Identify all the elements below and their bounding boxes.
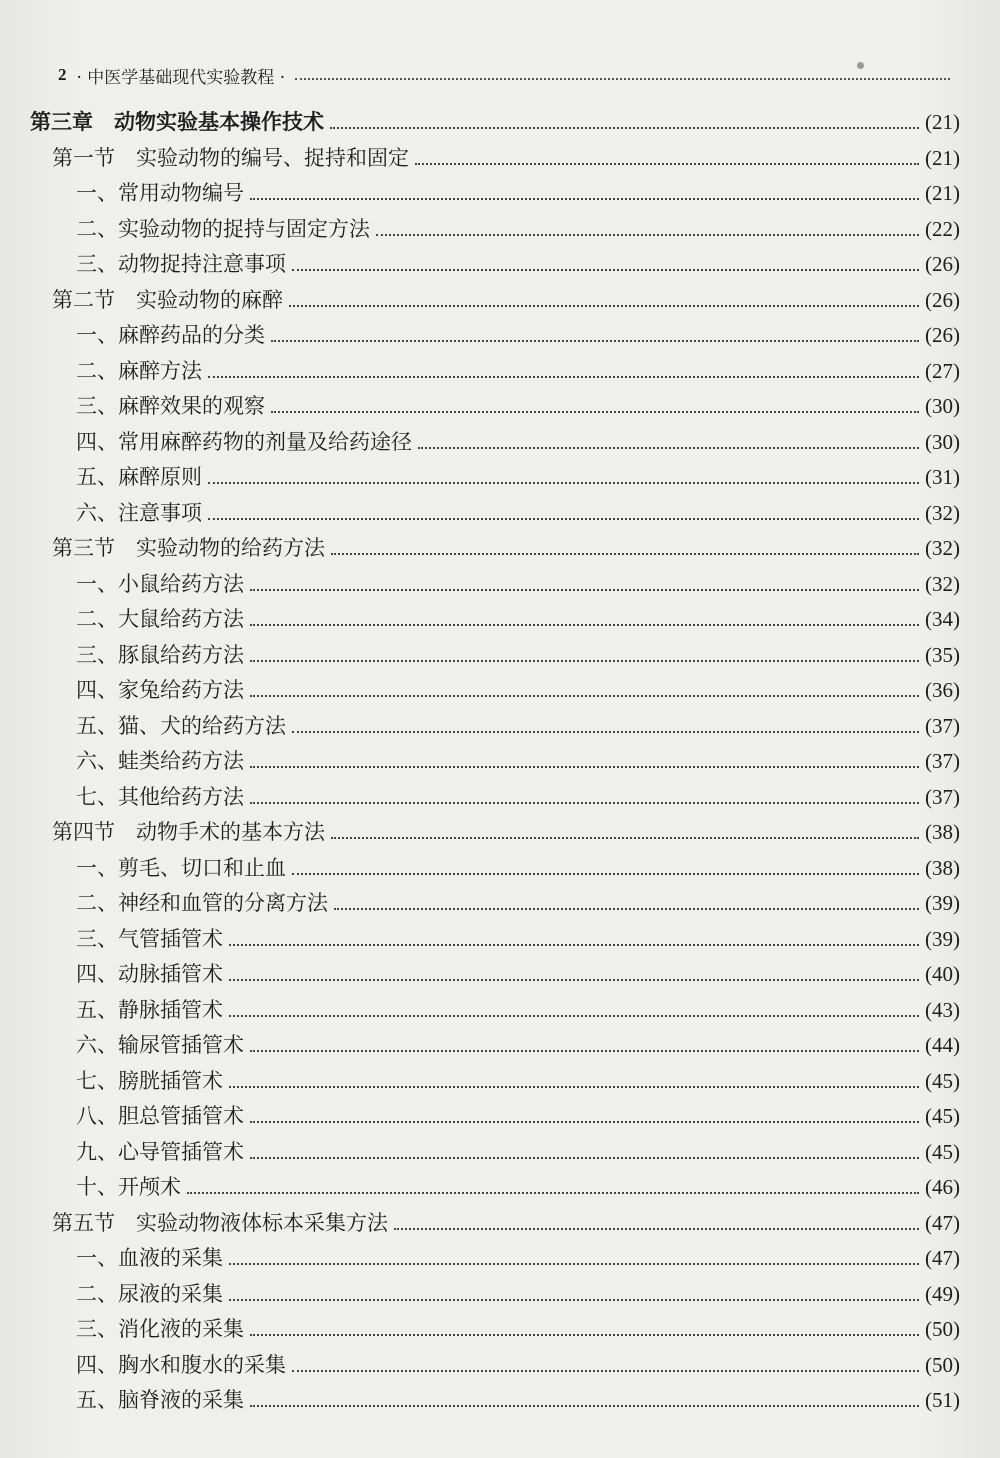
toc-entry-label: 三、动物捉持注意事项 — [76, 252, 286, 276]
toc-entry-label: 三、气管插管术 — [76, 927, 223, 951]
toc-entry-label: 第一节 实验动物的编号、捉持和固定 — [52, 146, 409, 170]
dotted-leader — [334, 908, 919, 910]
toc-entry-page: (47) — [925, 1211, 960, 1235]
dotted-leader — [229, 1015, 919, 1017]
toc-entry-page: (50) — [925, 1353, 960, 1377]
dotted-leader — [292, 873, 919, 875]
toc-entry-page: (26) — [925, 288, 960, 312]
toc-entry-item — [76, 246, 960, 282]
dotted-leader — [250, 1050, 919, 1052]
toc-entry-label: 七、其他给药方法 — [76, 785, 244, 809]
toc-entry-chapter — [30, 104, 960, 140]
toc-entry-label: 二、实验动物的捉持与固定方法 — [76, 217, 370, 241]
dotted-leader — [208, 482, 919, 484]
toc-entry-section — [52, 1205, 960, 1241]
toc-entry-page: (32) — [925, 501, 960, 525]
toc-entry-item — [76, 637, 960, 673]
toc-entry-item — [76, 1382, 960, 1418]
toc-entry-section — [52, 530, 960, 566]
toc-entry-label: 四、动脉插管术 — [76, 962, 223, 986]
toc-entry-label: 四、家兔给药方法 — [76, 678, 244, 702]
toc-entry-item — [76, 779, 960, 815]
toc-entry-item — [76, 1063, 960, 1099]
toc-entry-page: (49) — [925, 1282, 960, 1306]
toc-entry-page: (43) — [925, 998, 960, 1022]
toc-entry-page: (30) — [925, 430, 960, 454]
toc-entry-item — [76, 1027, 960, 1063]
toc-entry-label: 三、消化液的采集 — [76, 1317, 244, 1341]
dotted-leader — [376, 234, 919, 236]
toc-entry-label: 五、静脉插管术 — [76, 998, 223, 1022]
dotted-leader — [250, 589, 919, 591]
toc-entry-label: 一、常用动物编号 — [76, 181, 244, 205]
toc-entry-item — [76, 317, 960, 353]
dotted-leader — [229, 1299, 919, 1301]
toc-entry-label: 五、猫、犬的给药方法 — [76, 714, 286, 738]
header-dotted-rule — [295, 78, 950, 80]
toc-entry-section — [52, 814, 960, 850]
toc-entry-label: 第二节 实验动物的麻醉 — [52, 288, 283, 312]
toc-entry-item — [76, 175, 960, 211]
toc-entry-page: (30) — [925, 394, 960, 418]
toc-entry-page: (35) — [925, 643, 960, 667]
toc-entry-label: 五、麻醉原则 — [76, 465, 202, 489]
toc-entry-item — [76, 921, 960, 957]
toc-entry-page: (39) — [925, 927, 960, 951]
dotted-leader — [289, 305, 919, 307]
toc-entry-page: (39) — [925, 891, 960, 915]
toc-entry-page: (31) — [925, 465, 960, 489]
dotted-leader — [250, 1334, 919, 1336]
toc-entry-page: (38) — [925, 820, 960, 844]
toc-entry-page: (26) — [925, 323, 960, 347]
toc-entry-section — [52, 140, 960, 176]
dotted-leader — [250, 1121, 919, 1123]
toc-entry-item — [76, 424, 960, 460]
toc-entry-label: 六、蛙类给药方法 — [76, 749, 244, 773]
toc-entry-label: 一、小鼠给药方法 — [76, 572, 244, 596]
toc-entry-page: (47) — [925, 1246, 960, 1270]
toc-entry-item — [76, 1347, 960, 1383]
running-header — [58, 60, 950, 90]
toc-entry-page: (37) — [925, 785, 960, 809]
toc-entry-item — [76, 708, 960, 744]
toc-entry-page: (40) — [925, 962, 960, 986]
toc-entry-label: 一、麻醉药品的分类 — [76, 323, 265, 347]
toc-entry-label: 八、胆总管插管术 — [76, 1104, 244, 1128]
dotted-leader — [229, 944, 919, 946]
toc-entry-item — [76, 566, 960, 602]
toc-entry-item — [76, 850, 960, 886]
toc-entry-item — [76, 885, 960, 921]
toc-entry-label: 十、开颅术 — [76, 1175, 181, 1199]
dotted-leader — [208, 376, 919, 378]
toc-entry-page: (45) — [925, 1069, 960, 1093]
dotted-leader — [250, 1405, 919, 1407]
dotted-leader — [330, 127, 919, 129]
toc-entry-label: 四、胸水和腹水的采集 — [76, 1353, 286, 1377]
toc-entry-item — [76, 743, 960, 779]
dotted-leader — [418, 447, 919, 449]
toc-entry-page: (44) — [925, 1033, 960, 1057]
dotted-leader — [250, 198, 919, 200]
toc-entry-page: (32) — [925, 536, 960, 560]
dotted-leader — [271, 411, 919, 413]
toc-entry-label: 四、常用麻醉药物的剂量及给药途径 — [76, 430, 412, 454]
toc-entry-label: 二、麻醉方法 — [76, 359, 202, 383]
dotted-leader — [208, 518, 919, 520]
toc-entry-label: 九、心导管插管术 — [76, 1140, 244, 1164]
dotted-leader — [229, 979, 919, 981]
dotted-leader — [250, 766, 919, 768]
dotted-leader — [187, 1192, 919, 1194]
dotted-leader — [250, 695, 919, 697]
toc-entry-label: 第五节 实验动物液体标本采集方法 — [52, 1211, 388, 1235]
toc-entry-page: (38) — [925, 856, 960, 880]
dotted-leader — [331, 553, 919, 555]
toc-entry-label: 六、输尿管插管术 — [76, 1033, 244, 1057]
toc-entry-page: (37) — [925, 714, 960, 738]
toc-entry-item — [76, 992, 960, 1028]
toc-entry-page: (26) — [925, 252, 960, 276]
toc-entry-item — [76, 1276, 960, 1312]
toc-entry-item — [76, 1169, 960, 1205]
dotted-leader — [250, 802, 919, 804]
toc-entry-item — [76, 1134, 960, 1170]
toc-entry-label: 二、神经和血管的分离方法 — [76, 891, 328, 915]
toc-entry-label: 二、尿液的采集 — [76, 1282, 223, 1306]
toc-entry-label: 三、麻醉效果的观察 — [76, 394, 265, 418]
toc-entry-page: (37) — [925, 749, 960, 773]
toc-entry-page: (21) — [925, 110, 960, 134]
toc-entry-item — [76, 1098, 960, 1134]
toc-entry-page: (46) — [925, 1175, 960, 1199]
toc-entry-item — [76, 211, 960, 247]
toc-entry-label: 一、血液的采集 — [76, 1246, 223, 1270]
toc-entry-page: (45) — [925, 1104, 960, 1128]
toc-entry-label: 第三章 动物实验基本操作技术 — [30, 109, 324, 134]
toc-entry-item — [76, 388, 960, 424]
toc-entry-page: (32) — [925, 572, 960, 596]
toc-entry-item — [76, 1311, 960, 1347]
dotted-leader — [292, 1370, 919, 1372]
toc-entry-item — [76, 353, 960, 389]
toc-entry-section — [52, 282, 960, 318]
dotted-leader — [331, 837, 919, 839]
dotted-leader — [394, 1228, 919, 1230]
toc-entry-label: 三、豚鼠给药方法 — [76, 643, 244, 667]
toc-entry-label: 第四节 动物手术的基本方法 — [52, 820, 325, 844]
toc-entry-page: (22) — [925, 217, 960, 241]
dotted-leader — [271, 340, 919, 342]
toc-entry-page: (50) — [925, 1317, 960, 1341]
toc-entry-label: 二、大鼠给药方法 — [76, 607, 244, 631]
toc-entry-label: 五、脑脊液的采集 — [76, 1388, 244, 1412]
toc-entry-item — [76, 672, 960, 708]
toc-entry-page: (21) — [925, 181, 960, 205]
toc-entry-page: (36) — [925, 678, 960, 702]
toc-entry-page: (45) — [925, 1140, 960, 1164]
toc-entry-label: 第三节 实验动物的给药方法 — [52, 536, 325, 560]
dotted-leader — [250, 1157, 919, 1159]
dotted-leader — [415, 163, 919, 165]
toc-entry-item — [76, 1240, 960, 1276]
toc-entry-item — [76, 495, 960, 531]
toc-entry-item — [76, 956, 960, 992]
toc-entry-page: (34) — [925, 607, 960, 631]
dotted-leader — [292, 731, 919, 733]
dotted-leader — [229, 1086, 919, 1088]
toc-entry-page: (27) — [925, 359, 960, 383]
dotted-leader — [292, 269, 919, 271]
toc-entry-page: (51) — [925, 1388, 960, 1412]
toc-entry-label: 一、剪毛、切口和止血 — [76, 856, 286, 880]
dotted-leader — [250, 624, 919, 626]
toc-entry-page: (21) — [925, 146, 960, 170]
toc-entry-item — [76, 459, 960, 495]
toc-entry-item — [76, 601, 960, 637]
page-number: 2 — [58, 65, 67, 84]
dotted-leader — [250, 660, 919, 662]
toc-entry-label: 六、注意事项 — [76, 501, 202, 525]
dotted-leader — [229, 1263, 919, 1265]
toc-entry-label: 七、膀胱插管术 — [76, 1069, 223, 1093]
book-title: · 中医学基础现代实验教程 · — [76, 67, 286, 88]
